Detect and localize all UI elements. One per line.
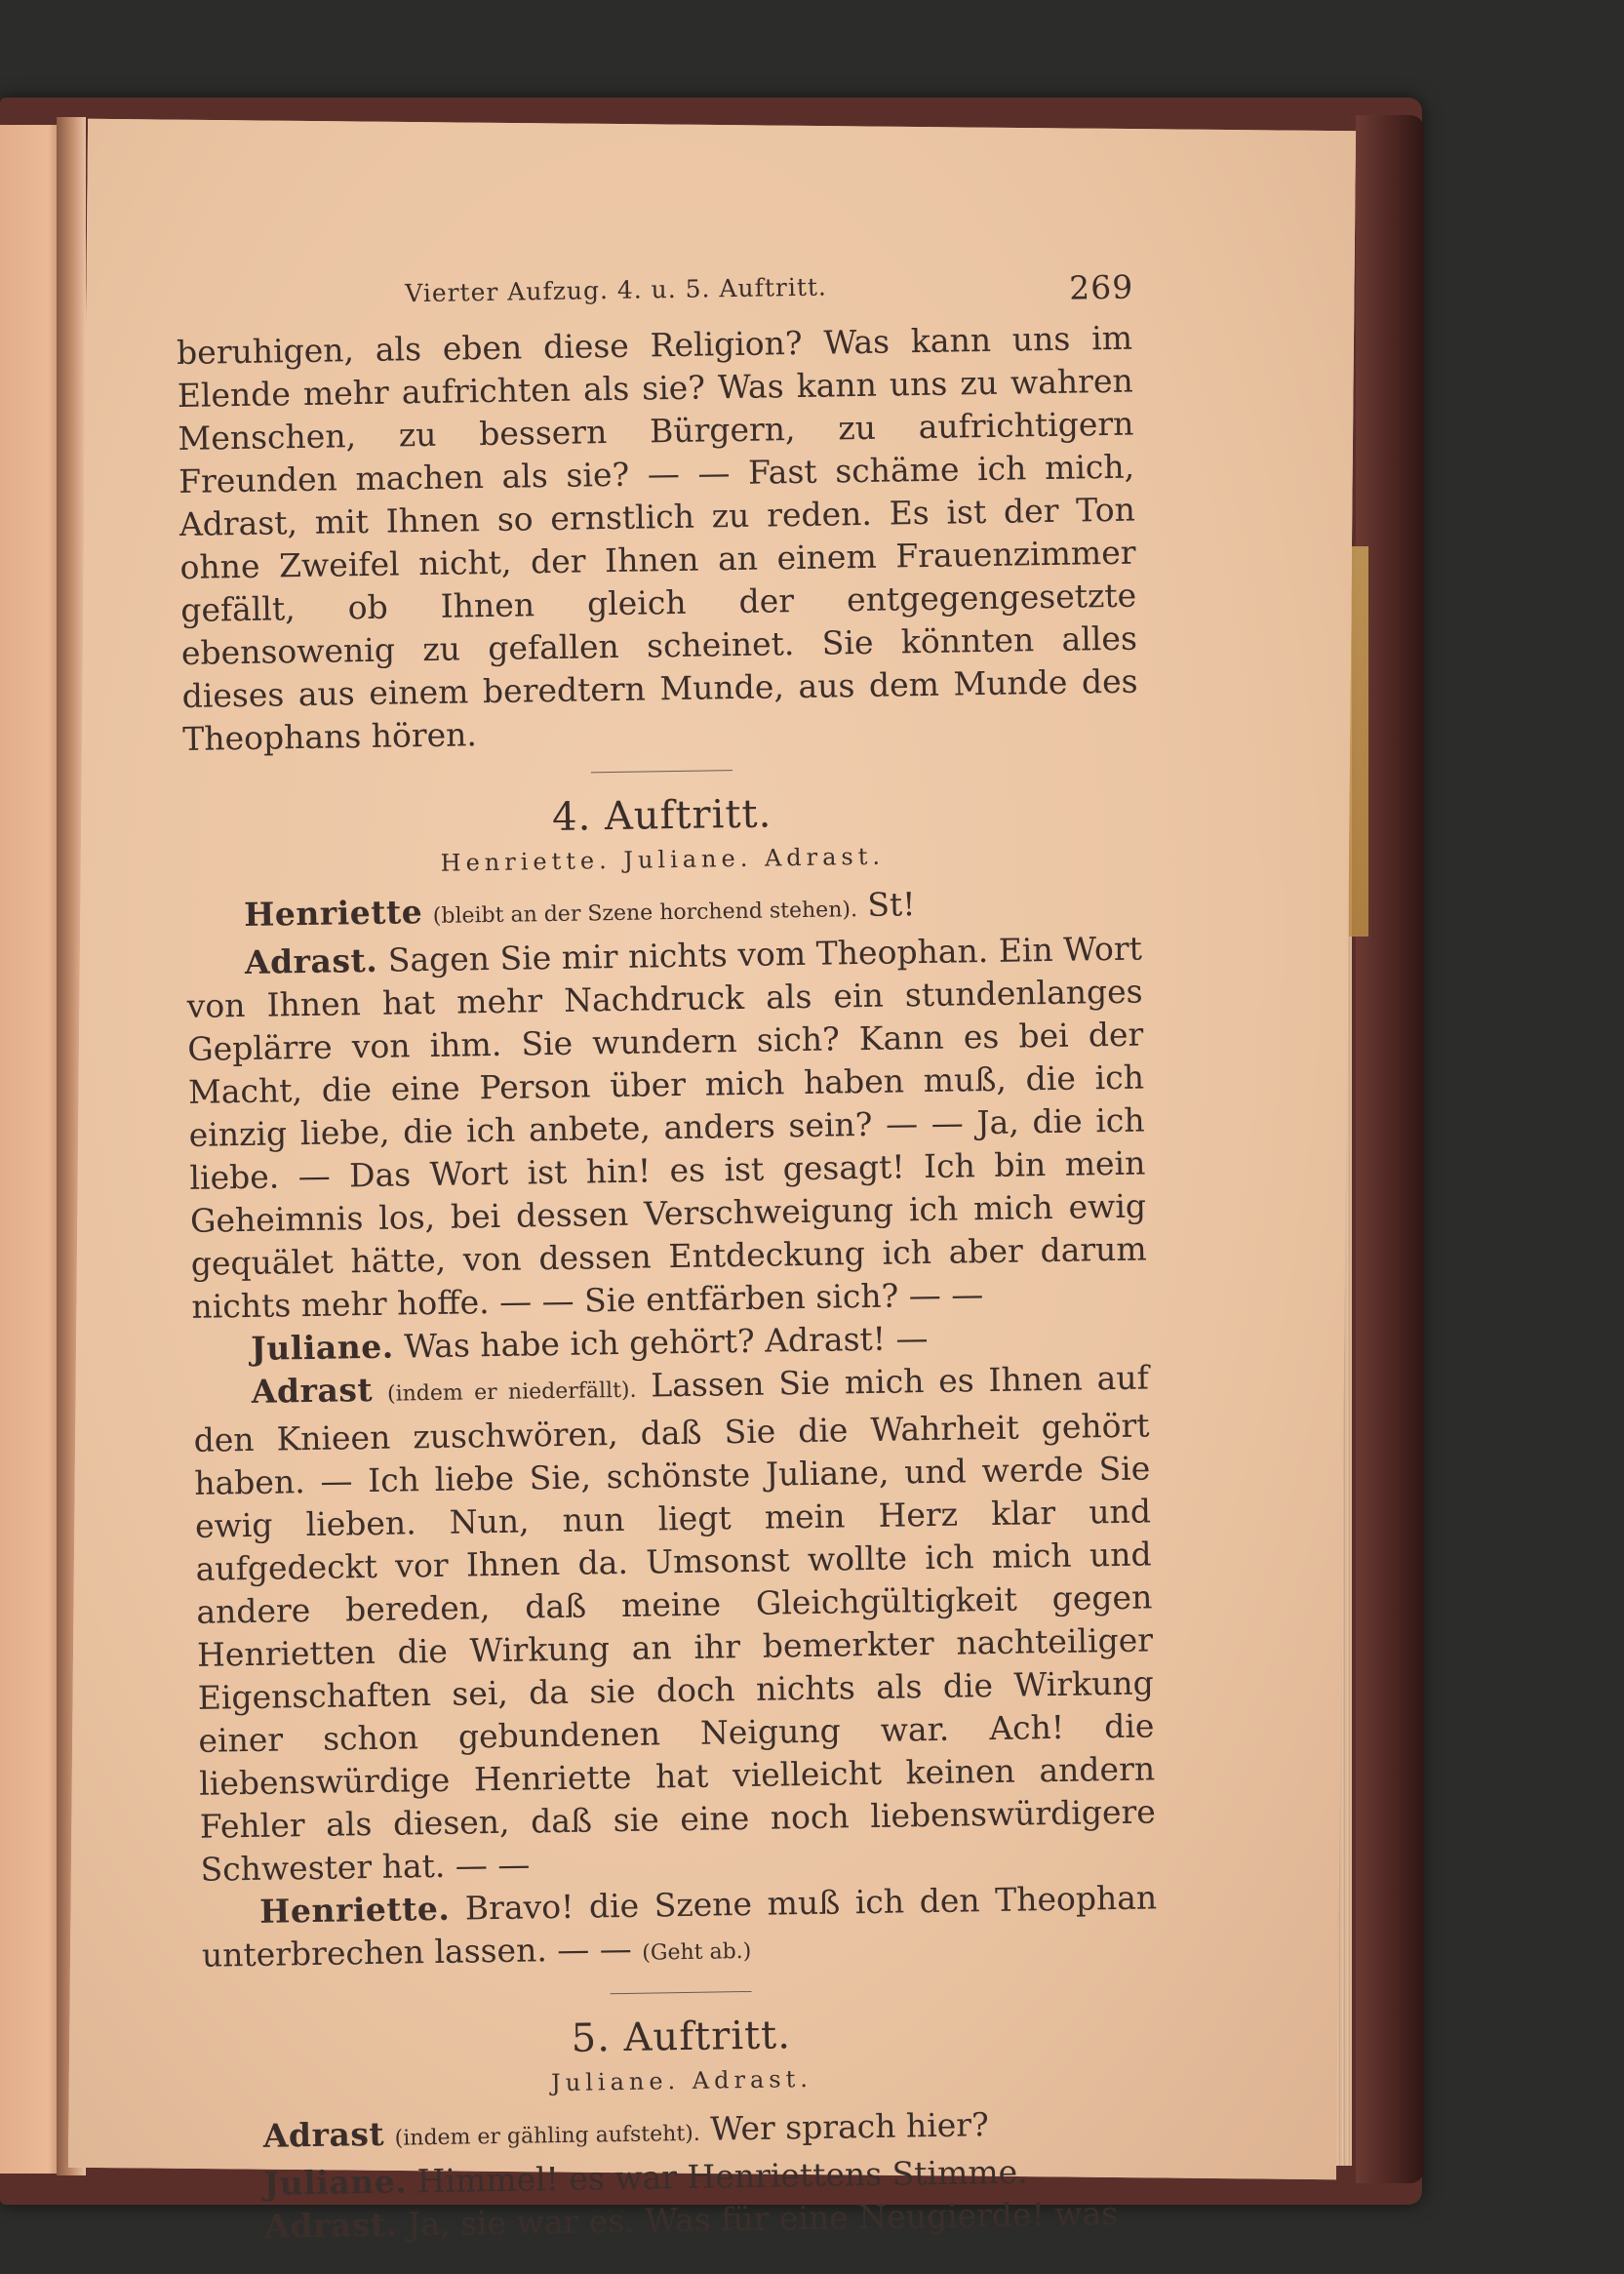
dialogue-line	[201, 1876, 1158, 1981]
stage-direction: (Geht ab.)	[642, 1938, 752, 1966]
running-head: Vierter Aufzug. 4. u. 5. Auftritt.	[404, 272, 828, 308]
bookmark-ribbon	[1349, 546, 1368, 937]
page-number: 269	[1068, 267, 1134, 307]
scene-4-title: 4. Auftritt.	[551, 791, 772, 841]
speaker-name: Adrast	[262, 2114, 385, 2155]
scene-5-title: 5. Auftritt.	[571, 2013, 792, 2061]
dialogue-line	[193, 1356, 1157, 1891]
speech-text: Was habe ich gehört? Adrast! —	[403, 1319, 929, 1366]
speech-text: Lassen Sie mich es Ihnen auf den Knieen zuschwören, daß Sie die Wahrheit gehört haben. — Ich liebe Sie, schönste Juliane, und werde Sie ewig lieben. Nun, nun liegt mein Herz klar und aufgedeckt vor Ihnen da. Umsonst wollte ich mich und andere bereden, daß meine Gleichgültigkeit gegen Henrietten die Wirkung an ihr bemerkter nachteiliger Eigenschaften sei, da sie doch nichts als die Wirkung einer schon gebundenen Neigung war. Ach! die liebenswürdige Henriette hat vielleicht keinen andern Fehler als diesen, daß sie eine noch liebenswürdigere Schwester hat. — —	[193, 1358, 1157, 1889]
book-spine-edge	[1356, 115, 1424, 2183]
section-divider	[590, 770, 732, 773]
speaker-name: Adrast	[251, 1370, 374, 1411]
speaker-name: Henriette.	[258, 1889, 451, 1931]
stage-direction: (indem er gähling aufsteht).	[394, 2121, 700, 2151]
speaker-name: Adrast.	[263, 2205, 398, 2246]
left-page-edge	[0, 125, 60, 2174]
speaker-name: Henriette	[243, 893, 423, 934]
speech-text: Wer sprach hier?	[709, 2105, 990, 2148]
speaker-name: Juliane.	[263, 2162, 408, 2203]
scene-4-cast: Henriette. Juliane. Adrast.	[440, 842, 886, 877]
speech-text: Bravo! die Szene muß ich den Theophan unterbrechen lassen. — —	[201, 1878, 1158, 1975]
speaker-name: Adrast.	[244, 940, 378, 981]
speaker-name: Juliane.	[250, 1327, 395, 1368]
speech-text: Sagen Sie mir nichts vom Theophan. Ein Wort von Ihnen hat mehr Nachdruck als ein stundenlanges Geplärre von ihm. Sie wundern sich? Kann es bei der Macht, die eine Person über mich haben muß, die ich einzig liebe, die ich anbete, anders sein? — — Ja, die ich liebe. — Das Wort ist hin! es ist gesagt! Ich bin mein Geheimnis los, bei dessen Verschweigung ich mich ewig gequälet hätte, von dessen Entdeckung ich aber darum nichts mehr hoffe. — — Sie entfärben sich? — —	[186, 929, 1147, 1326]
stage-direction: (indem er niederfällt).	[386, 1377, 637, 1407]
scene-5-cast: Juliane. Adrast.	[550, 2064, 813, 2097]
stage-direction: (bleibt an der Szene horchend stehen).	[432, 898, 858, 929]
speech-text: Ja, sie war es. Was für eine Neugierde! was	[407, 2194, 1119, 2244]
speech-text: Himmel! es war Henriettens Stimme.	[416, 2152, 1028, 2201]
opening-paragraph: beruhigen, als eben diese Religion? Was kann uns im Elende mehr aufrichten als sie? Was kann uns zu wahren Menschen, zu bessern Bürgern, zu aufrichtigern Freunden machen als sie? — — Fast schäme ich mich, Adrast, mit Ihnen so ernstlich zu reden. Es ist der Ton ohne Zweifel nicht, der Ihnen an einem Frauenzimmer gefällt, ob Ihnen gleich der entgegengesetzte ebensowenig zu gefallen scheinet. Sie könnten alles dieses aus einem beredtern Munde, aus dem Munde des Theophans hören.	[176, 318, 1138, 758]
dialogue-line	[186, 928, 1148, 1329]
section-divider	[610, 1991, 751, 1994]
speech-text: St!	[867, 885, 916, 924]
page-content	[176, 268, 1163, 2250]
